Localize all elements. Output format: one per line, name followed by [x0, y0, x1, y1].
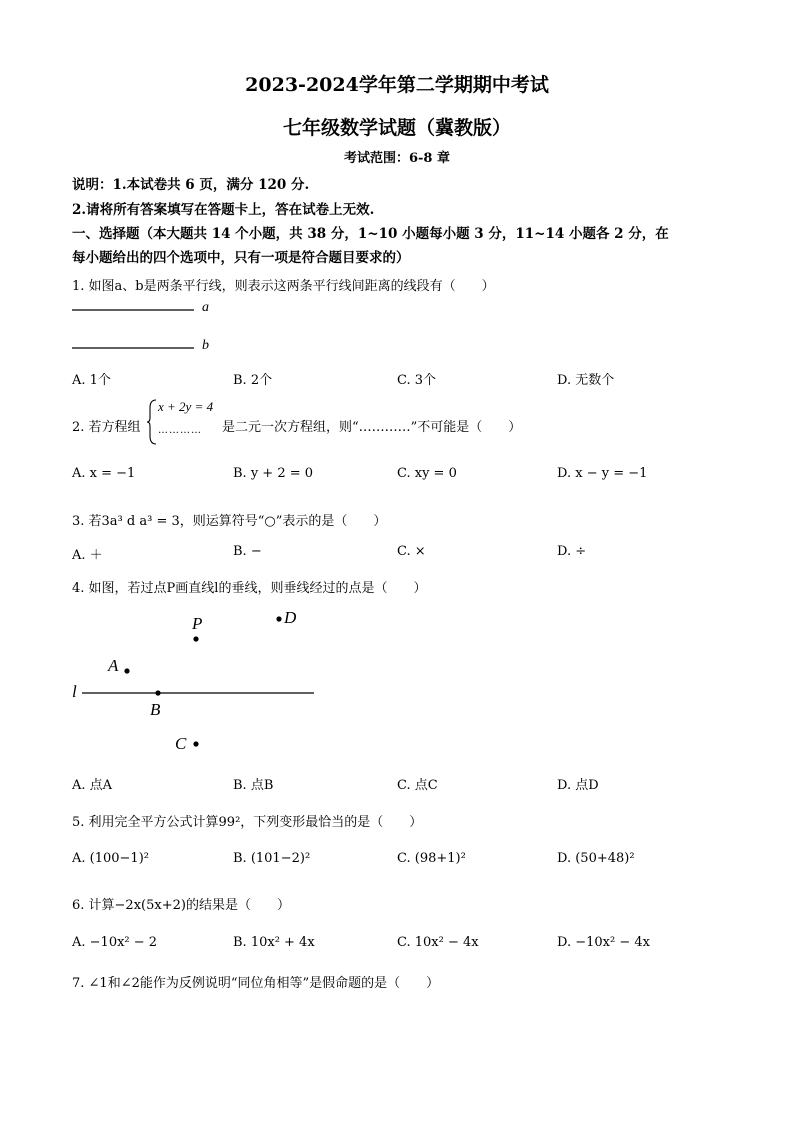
q2-brace — [146, 398, 158, 446]
q5-option-d: D. (50+48)² — [557, 851, 635, 866]
q2-option-d: D. x − y = −1 — [557, 466, 648, 481]
point-P-dot — [193, 636, 198, 641]
q7-stem: 7. ∠1和∠2能作为反例说明“同位角相等”是假命题的是（ ） — [72, 976, 440, 991]
q5-option-c: C. (98+1)² — [397, 851, 466, 866]
q2-suffix: 是二元一次方程组，则“…………”不可能是（ ） — [222, 420, 522, 435]
q1-option-b: B. 2个 — [233, 373, 273, 388]
q4-stem: 4. 如图，若过点P画直线l的垂线，则垂线经过的点是（ ） — [72, 581, 427, 596]
q4-option-b: B. 点B — [233, 778, 274, 793]
q5-option-b: B. (101−2)² — [233, 851, 311, 866]
q4-label-l: l — [72, 682, 77, 701]
q1-option-c: C. 3个 — [397, 373, 437, 388]
q1-stem: 1. 如图a、b是两条平行线，则表示这两条平行线间距离的线段有（ ） — [72, 279, 495, 294]
q1-label-b: b — [202, 338, 209, 353]
q2-option-a: A. x = −1 — [72, 466, 136, 481]
q4-label-D: D — [284, 608, 297, 627]
q4-label-B: B — [150, 700, 161, 719]
q3-option-b: B. − — [233, 544, 262, 559]
section1-heading-line2: 每小题给出的四个选项中，只有一项是符合题目要求的） — [72, 250, 410, 266]
q2-option-c: C. xy = 0 — [397, 466, 457, 481]
q4-label-A: A — [108, 656, 119, 675]
exam-subtitle: 七年级数学试题（冀教版） — [282, 117, 511, 139]
section1-heading-line1: 一、选择题（本大题共 14 个小题，共 38 分，1~10 小题每小题 3 分，11~14 小题各 2 分，在 — [72, 226, 669, 242]
q4-option-c: C. 点C — [397, 778, 438, 793]
q3-option-a: A. ＋ — [72, 548, 103, 563]
q6-option-b: B. 10x² + 4x — [233, 935, 315, 950]
exam-scope: 考试范围：6-8 章 — [343, 151, 450, 166]
point-C-dot — [193, 741, 198, 746]
q1-option-a: A. 1个 — [72, 373, 111, 388]
note-2: 2.请将所有答案填写在答题卡上，答在试卷上无效. — [72, 202, 375, 218]
q2-option-b: B. y + 2 = 0 — [233, 466, 314, 481]
q3-stem: 3. 若3a³ d a³ = 3，则运算符号“○”表示的是（ ） — [72, 514, 387, 529]
q6-option-a: A. −10x² − 2 — [72, 935, 158, 950]
q1-label-a: a — [202, 300, 209, 315]
q1-option-d: D. 无数个 — [557, 373, 615, 388]
q6-option-c: C. 10x² − 4x — [397, 935, 479, 950]
point-D-dot — [276, 616, 281, 621]
q4-option-d: D. 点D — [557, 778, 599, 793]
exam-title: 2023-2024学年第二学期期中考试 — [245, 74, 549, 96]
point-A-dot — [124, 668, 129, 673]
q5-stem: 5. 利用完全平方公式计算99²，下列变形最恰当的是（ ） — [72, 815, 423, 830]
q2-equation-top: x + 2y = 4 — [158, 399, 214, 414]
q2-equation-bottom: ………… — [158, 425, 202, 436]
q3-option-d: D. ÷ — [557, 544, 587, 559]
point-B-dot — [155, 690, 160, 695]
q4-label-C: C — [175, 734, 187, 753]
note-1: 说明：1.本试卷共 6 页，满分 120 分. — [72, 177, 310, 193]
q5-option-a: A. (100−1)² — [72, 851, 149, 866]
q4-option-a: A. 点A — [72, 778, 113, 793]
q3-option-c: C. × — [397, 544, 426, 559]
q4-label-P: P — [192, 614, 203, 633]
q6-option-d: D. −10x² − 4x — [557, 935, 650, 950]
q6-stem: 6. 计算−2x(5x+2)的结果是（ ） — [72, 898, 290, 913]
q2-prefix: 2. 若方程组 — [72, 420, 141, 435]
